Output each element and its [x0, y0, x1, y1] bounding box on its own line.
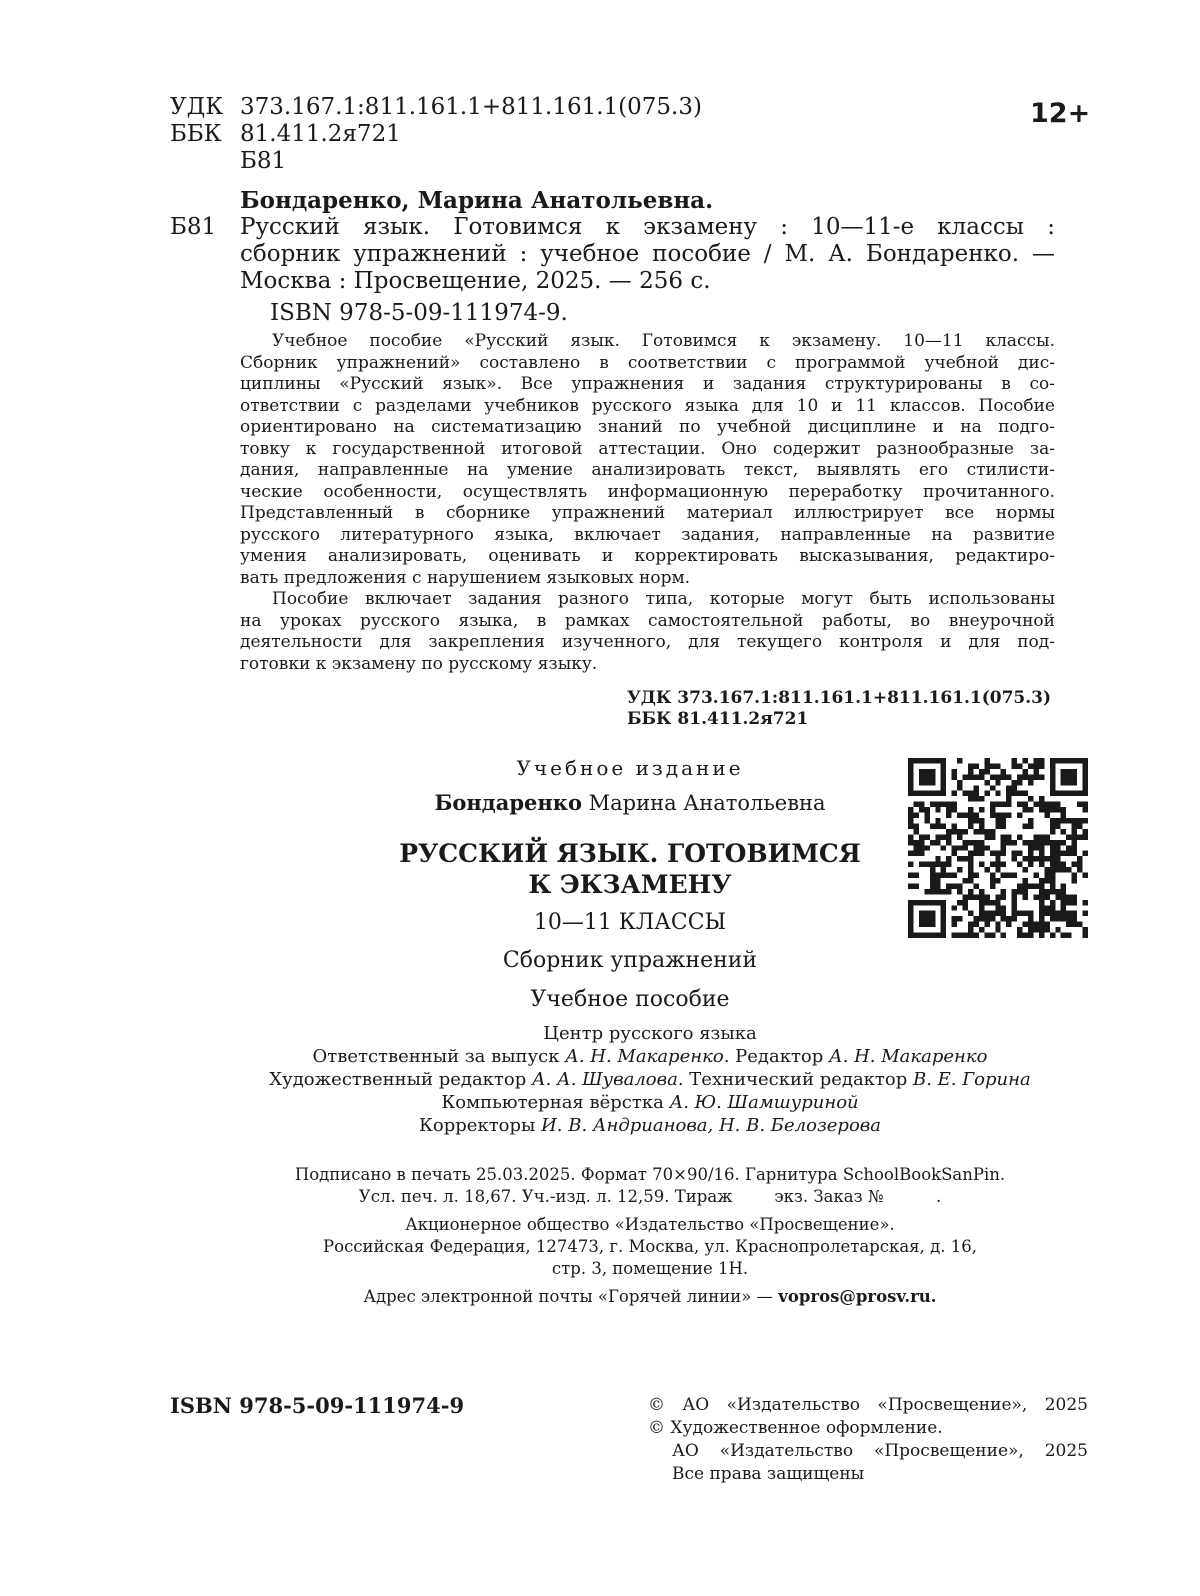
edition-title	[330, 838, 930, 900]
imprint-line: Усл. печ. л. 18,67. Уч.-изд. л. 12,59. Тираж экз. Заказ № .	[358, 1187, 942, 1206]
annotation-paragraph-2	[240, 589, 1055, 675]
edition-grades: 10—11 КЛАССЫ	[533, 910, 727, 935]
credits-line: Художественный редактор А. А. Шувалова. Технический редактор В. Е. Горина	[269, 1069, 1031, 1090]
bbk-value: 81.411.2я721	[240, 121, 401, 147]
edition-type: Учебное издание	[516, 756, 744, 780]
bib-title	[240, 214, 1055, 295]
bib-isbn: ISBN 978-5-09-111974-9.	[270, 300, 568, 326]
bib-title-line: сборник упражнений : учебное пособие / М. А. Бондаренко. —	[240, 241, 1055, 267]
credits-line: Ответственный за выпуск А. Н. Макаренко. Редактор А. Н. Макаренко	[312, 1046, 988, 1067]
udk-header	[170, 94, 870, 178]
edition-author	[330, 790, 930, 815]
udk-value: 373.167.1:811.161.1+811.161.1(075.3)	[240, 94, 702, 120]
footer-copyright	[648, 1394, 1088, 1486]
author-mark: Б81	[240, 148, 287, 174]
bbk-footer: ББК 81.411.2я721	[627, 709, 809, 729]
annotation-paragraph-1	[240, 331, 1055, 589]
credits-center: Центр русского языка	[543, 1023, 757, 1044]
annotation-line: циплины «Русский язык». Все упражнения и задания структурированы в со-	[240, 374, 1055, 394]
bib-title-line: Русский язык. Готовимся к экзамену : 10—11-е классы :	[240, 214, 1055, 240]
edition-kind: Учебное пособие	[530, 987, 730, 1012]
annotation-line: Учебное пособие «Русский язык. Готовимся к экзамену. 10—11 классы.	[272, 331, 1055, 351]
edition-title-line: РУССКИЙ ЯЗЫК. ГОТОВИМСЯ	[399, 839, 861, 868]
annotation-line: ответствии с разделами учебников русского языка для 10 и 11 классов. Пособие	[240, 395, 1055, 416]
bib-title-line: Москва : Просвещение, 2025. — 256 с.	[240, 268, 711, 294]
footer-isbn: ISBN 978-5-09-111974-9	[170, 1393, 465, 1418]
copyright-line: © Художественное оформление.	[648, 1418, 943, 1438]
imprint-line: Акционерное общество «Издательство «Просвещение».	[405, 1215, 895, 1234]
qr-code	[908, 758, 1088, 938]
annotation-line: деятельности для закрепления изученного, для текущего контроля и для под-	[240, 632, 1055, 652]
bib-mark: Б81	[170, 214, 217, 240]
udk-label: УДК	[170, 94, 224, 120]
credits-line: Компьютерная вёрстка А. Ю. Шамшуриной	[441, 1092, 859, 1113]
imprint	[150, 1164, 1150, 1308]
imprint-hotline: Адрес электронной почты «Горячей линии» — vopros@prosv.ru.	[363, 1287, 937, 1306]
annotation-line: товку к государственной итоговой аттестации. Оно содержит разнообразные за-	[240, 438, 1055, 459]
imprint-line: стр. 3, помещение 1Н.	[551, 1259, 749, 1278]
credits-line: Корректоры И. В. Андрианова, Н. В. Белозерова	[418, 1115, 882, 1136]
hotline-email[interactable]: vopros@prosv.ru.	[778, 1287, 937, 1306]
annotation-line: вать предложения с нарушением языковых норм.	[240, 567, 691, 588]
copyright-line: Все права защищены	[672, 1464, 865, 1484]
age-rating: 12+	[1030, 98, 1091, 129]
edition-author-name: Марина Анатольевна	[588, 791, 826, 815]
annotation-line: Представленный в сборнике упражнений материал иллюстрирует все нормы	[240, 503, 1055, 523]
annotation-line: умения анализировать, оценивать и корректировать высказывания, редактиро-	[240, 546, 1055, 566]
imprint-line: Российская Федерация, 127473, г. Москва, ул. Краснопролетарская, д. 16,	[323, 1237, 977, 1256]
annotation-line: дания, направленные на умение анализировать текст, выявлять его стилисти-	[240, 460, 1055, 480]
annotation-line: русского литературного языка, включает задания, направленные на развитие	[240, 524, 1055, 545]
bbk-label: ББК	[170, 121, 222, 147]
annotation-line: ческие особенности, осуществлять информационную переработку прочитанного.	[240, 481, 1055, 502]
edition-title-line: К ЭКЗАМЕНУ	[528, 870, 732, 899]
annotation-line: ориентировано на систематизацию знаний по учебной дисциплине и на подго-	[240, 417, 1055, 437]
imprint-line: Подписано в печать 25.03.2025. Формат 70×90/16. Гарнитура SchoolBookSanPin.	[294, 1165, 1006, 1184]
annotation-line: готовки к экзамену по русскому языку.	[240, 653, 598, 674]
edition-author-surname: Бондаренко	[434, 790, 582, 815]
credits	[150, 1022, 1150, 1137]
annotation-line: Пособие включает задания разного типа, которые могут быть использованы	[272, 589, 1055, 609]
udk-footer: УДК 373.167.1:811.161.1+811.161.1(075.3)	[627, 688, 1052, 708]
bib-author: Бондаренко, Марина Анатольевна.	[240, 187, 714, 214]
annotation-line: на уроках русского языка, в рамках самостоятельной работы, во внеурочной	[240, 610, 1055, 631]
copyright-line: © АО «Издательство «Просвещение», 2025	[648, 1395, 1088, 1415]
annotation-line: Сборник упражнений» составлено в соответствии с программой учебной дис-	[240, 352, 1055, 373]
edition-subtitle: Сборник упражнений	[502, 948, 758, 973]
copyright-line: АО «Издательство «Просвещение», 2025	[672, 1441, 1088, 1461]
